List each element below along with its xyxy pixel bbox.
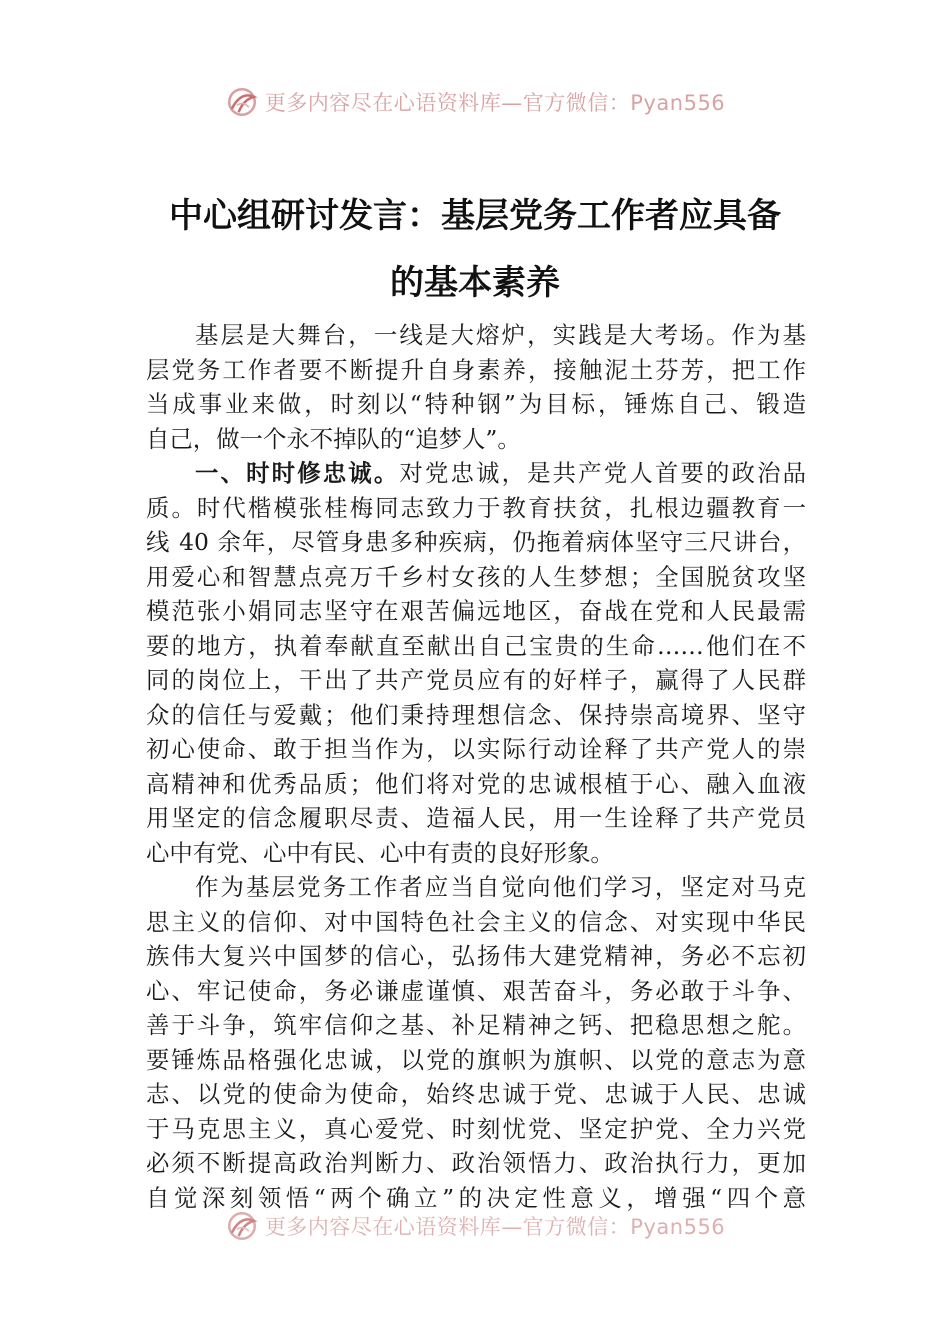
- paragraph-line: 众的信任与爱戴；他们秉持理想信念、保持崇高境界、坚守: [146, 700, 806, 729]
- paragraph-line: 自觉深刻领悟“两个确立”的决定性意义，增强“四个意: [146, 1183, 806, 1212]
- document-title-line-2: 的基本素养: [390, 263, 560, 303]
- watermark-text: 更多内容尽在心语资料库—官方微信：Pyan556: [264, 1215, 726, 1239]
- paragraph-line: 要锤炼品格强化忠诚，以党的旗帜为旗帜、以党的意志为意: [146, 1045, 806, 1074]
- paragraph-line: [146, 456, 806, 491]
- paragraph-line: 族伟大复兴中国梦的信心，弘扬伟大建党精神，务必不忘初: [146, 942, 806, 970]
- watermark-footer: [0, 1206, 950, 1246]
- paragraph-line: 初心使命、敢于担当作为，以实际行动诠释了共产党人的崇: [146, 735, 806, 763]
- paragraph-line: 质。时代楷模张桂梅同志致力于教育扶贫，扎根边疆教育一: [146, 493, 806, 522]
- paragraph-text: 对党忠诚，是共产党人首要的政治品: [399, 459, 806, 487]
- paragraph-line: 当成事业来做，时刻以“特种钢”为目标，锤炼自己、锻造: [146, 390, 806, 418]
- paragraph-line: 高精神和优秀品质；他们将对党的忠诚根植于心、融入血液: [146, 769, 806, 798]
- paragraph-line: 志、以党的使命为使命，始终忠诚于党、忠诚于人民、忠诚: [146, 1080, 806, 1108]
- paragraph-line: 心中有党、心中有民、心中有责的良好形象。: [146, 838, 614, 867]
- watermark-text: 更多内容尽在心语资料库—官方微信：Pyan556: [264, 91, 726, 115]
- swirl-logo-icon: [225, 1209, 259, 1243]
- paragraph-line: 要的地方，执着奉献直至献出自己宝贵的生命……他们在不: [146, 631, 806, 660]
- paragraph-line: 思主义的信仰、对中国特色社会主义的信念、对实现中华民: [146, 907, 806, 936]
- watermark-header: [0, 82, 950, 122]
- document-title-line-1: 中心组研讨发言：基层党务工作者应具备: [169, 196, 781, 236]
- paragraph-line: 同的岗位上，干出了共产党员应有的好样子，赢得了人民群: [146, 666, 806, 694]
- paragraph-line: 模范张小娟同志坚守在艰苦偏远地区，奋战在党和人民最需: [146, 597, 806, 625]
- swirl-logo-icon: [225, 85, 259, 119]
- paragraph-line: 心、牢记使命，务必谦虚谨慎、艰苦奋斗，务必敢于斗争、: [146, 976, 806, 1005]
- paragraph-line: 层党务工作者要不断提升自身素养，接触泥土芬芳，把工作: [146, 355, 806, 384]
- paragraph-line: 于马克思主义，真心爱党、时刻忧党、坚定护党、全力兴党: [146, 1114, 806, 1143]
- paragraph-line: 自己，做一个永不掉队的“追梦人”。: [146, 424, 521, 453]
- paragraph-line: 基层是大舞台，一线是大熔炉，实践是大考场。作为基: [195, 321, 806, 349]
- paragraph-line: 用爱心和智慧点亮万千乡村女孩的人生梦想；全国脱贫攻坚: [146, 562, 806, 591]
- paragraph-line: 线 40 余年，尽管身患多种疾病，仍拖着病体坚守三尺讲台，: [146, 528, 806, 556]
- paragraph-line: 作为基层党务工作者应当自觉向他们学习，坚定对马克: [195, 873, 806, 901]
- paragraph-line: 用坚定的信念履职尽责、造福人民，用一生诠释了共产党员: [146, 804, 806, 832]
- document-body: [146, 318, 806, 1215]
- section-heading: 一、时时修忠诚。: [195, 459, 400, 487]
- paragraph-line: 善于斗争，筑牢信仰之基、补足精神之钙、把稳思想之舵。: [146, 1011, 806, 1039]
- paragraph-line: 必须不断提高政治判断力、政治领悟力、政治执行力，更加: [146, 1149, 806, 1177]
